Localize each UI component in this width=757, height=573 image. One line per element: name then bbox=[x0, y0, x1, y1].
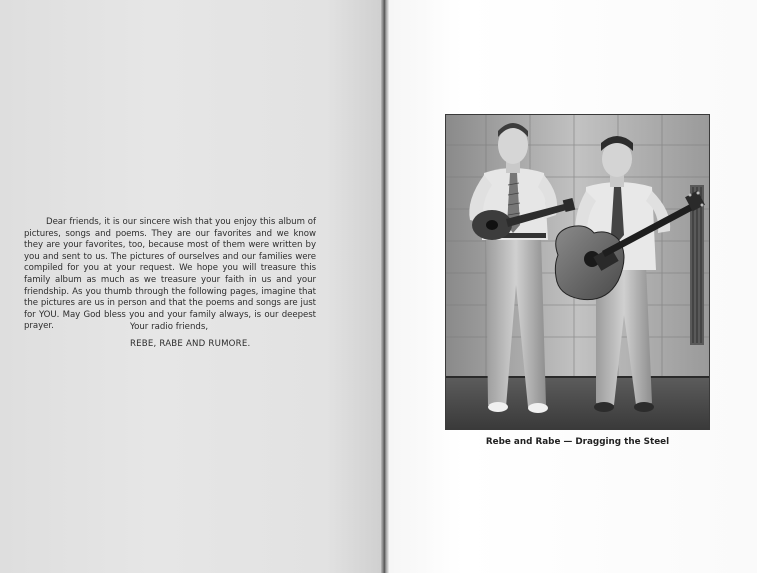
photograph-image bbox=[446, 115, 709, 429]
letter-signature: REBE, RABE AND RUMORE. bbox=[130, 339, 251, 349]
duo-photograph bbox=[445, 114, 710, 430]
letter-closing: Your radio friends, bbox=[130, 322, 209, 332]
book-gutter bbox=[381, 0, 389, 573]
letter-body: Dear friends, it is our sincere wish that you enjoy this album of pictures, songs and poems. They are our favorites and we know they are your favorites, too, because most of them were written by you and sent to us. The pictures of ourselves and our families were compiled for you at your request. We hope you will treasure this family album as much as we treasure your faith in us and your friendship. As you thumb through the following pages, imagine that the pictures are us in person and that the poems and songs are just for YOU. May God bless you and your family always, is our deepest prayer. bbox=[24, 217, 316, 332]
photo-caption: Rebe and Rabe — Dragging the Steel bbox=[485, 437, 670, 447]
